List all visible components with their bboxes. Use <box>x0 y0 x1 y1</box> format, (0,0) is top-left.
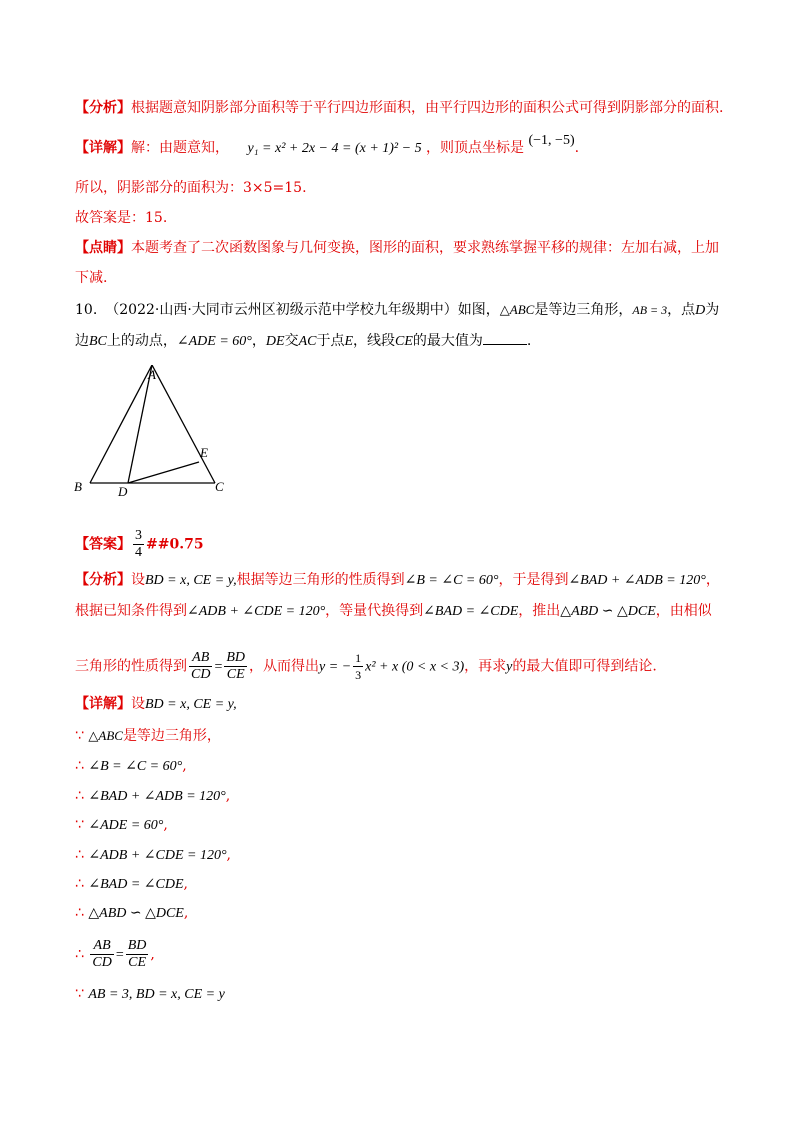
area-line: 所以，阴影部分的面积为：3×5=15. <box>75 180 307 196</box>
s4-comma: , <box>163 817 168 833</box>
step-2 <box>75 756 187 777</box>
s8-ce: CE <box>128 955 147 970</box>
a4-eq-pre: y = − <box>319 659 352 675</box>
q-text-7: 交 <box>284 333 299 349</box>
step-1 <box>75 726 221 746</box>
s7-eq: △ABD ∽ △DCE <box>88 906 184 921</box>
comment-line-2: 下减. <box>75 270 108 286</box>
detail-formula: y₁ = x² + 2x − 4 = (x + 1)² − 5 <box>247 141 422 156</box>
a4-eq-num: 1 <box>355 651 362 665</box>
step-6 <box>75 874 188 895</box>
q-text-1: 是等边三角形， <box>534 302 633 318</box>
s8-frac-ab-cd <box>90 938 113 971</box>
answer-denominator: 4 <box>135 545 142 560</box>
ab-equals: AB = 3 <box>632 303 668 317</box>
label-c: C <box>215 479 224 494</box>
side-ac <box>152 365 215 483</box>
label-e: E <box>200 445 208 460</box>
answer-line: 故答案是：15. <box>75 210 168 226</box>
q-text-5: 上的动点， <box>106 333 177 349</box>
a2-bdx: BD = x, CE = y, <box>145 573 237 588</box>
a4-eq-frac <box>353 650 363 683</box>
answer-row <box>75 528 204 561</box>
because-symbol: ∵ <box>75 986 84 1002</box>
segment-ce: CE <box>395 334 413 349</box>
a4-t4: 的最大值即可得到结论. <box>512 658 657 675</box>
label-b: B <box>74 479 82 494</box>
segment-ad <box>128 365 152 483</box>
a3-t3: ，推出 <box>518 603 561 619</box>
s1-text: 是等边三角形， <box>122 728 221 744</box>
s3-comma: , <box>225 788 231 804</box>
step-8 <box>75 938 155 971</box>
d-bdx: BD = x, CE = y, <box>145 697 237 712</box>
q-text-8: 于点 <box>316 333 345 349</box>
step-4 <box>75 815 168 836</box>
label-a: A <box>148 367 156 382</box>
s7-comma: , <box>183 905 189 921</box>
a4-eq-den: 3 <box>355 668 362 682</box>
question-source: （2022·山西·大同市云州区初级示范中学校九年级期中）如图， <box>105 302 500 318</box>
s6-comma: , <box>183 876 188 892</box>
a4-t3: ，再求 <box>464 658 507 675</box>
answer-numerator: 3 <box>135 528 142 543</box>
therefore-symbol: ∴ <box>75 946 84 963</box>
analysis2-line-3: 三角形的性质得到 $\frac{AB}{CD}$ = $\frac{BD}{CE}$ ，从而得出y = − $\frac{1}{3}$ x² + x (0 < x < 3)，再求y的最大值即可得到结论. <box>75 650 657 682</box>
question-10-line-1 <box>75 300 719 321</box>
step-5 <box>75 845 231 866</box>
a3-eq3: △ABD ∽ △DCE <box>560 604 656 619</box>
s1-tri: △ABC <box>88 728 123 743</box>
s8-comma: , <box>150 946 155 963</box>
frac-bd: BD <box>226 650 246 665</box>
therefore-symbol: ∴ <box>75 758 84 774</box>
a4-t2: ，从而得出 <box>249 658 320 675</box>
s2-comma: , <box>182 758 187 774</box>
segment-de: DE <box>265 334 285 349</box>
s5-eq: ∠ADB + ∠CDE = 120° <box>88 848 227 863</box>
analysis-line <box>75 98 723 118</box>
s5-comma: , <box>226 847 231 863</box>
a2-eq2: ∠BAD + ∠ADB = 120° <box>568 573 706 588</box>
a3-t1: 根据已知条件得到 <box>75 603 187 619</box>
d-set: 设 <box>131 696 145 712</box>
question-number: 10. <box>75 302 98 318</box>
s8-eq: = <box>115 947 124 963</box>
a2-t1: 根据等边三角形的性质得到 <box>236 572 405 588</box>
because-symbol: ∵ <box>75 817 84 833</box>
analysis2-line-2 <box>75 601 712 622</box>
frac-cd: CD <box>191 667 211 682</box>
triangle-figure <box>72 365 242 500</box>
q-text-4: 边 <box>75 333 89 349</box>
s8-ab: AB <box>90 938 113 955</box>
analysis2-label: 【分析】 <box>75 572 131 588</box>
answer-blank <box>483 330 527 345</box>
a3-t4: ，由相似 <box>655 603 712 619</box>
s3-eq: ∠BAD + ∠ADB = 120° <box>88 789 226 804</box>
detail-line <box>75 133 580 159</box>
analysis-label: 【分析】 <box>75 100 131 116</box>
because-symbol: ∵ <box>75 728 84 744</box>
a2-set: 设 <box>131 572 145 588</box>
s8-cd: CD <box>92 955 112 970</box>
s8-bd: BD <box>127 938 147 953</box>
therefore-symbol: ∴ <box>75 788 84 804</box>
q-text-end: . <box>526 333 532 349</box>
a2-eq1: ∠B = ∠C = 60° <box>404 573 499 588</box>
analysis2-line-1 <box>75 570 720 591</box>
q-text-10: 的最大值为 <box>412 333 483 349</box>
s4-eq: ∠ADE = 60° <box>88 818 164 833</box>
detail-label: 【详解】 <box>75 140 131 156</box>
frac-bd-ce <box>224 650 247 683</box>
a4-y: y <box>506 659 513 675</box>
a2-t2: ，于是得到 <box>498 572 569 588</box>
s2-eq: ∠B = ∠C = 60° <box>88 759 183 774</box>
segment-de-line <box>128 462 199 483</box>
triangle-abc: △ABC <box>499 302 535 317</box>
point-e: E <box>344 334 354 349</box>
a3-eq1: ∠ADB + ∠CDE = 120° <box>187 604 326 619</box>
comment-line-1 <box>75 238 719 258</box>
frac-ce: CE <box>226 667 245 682</box>
side-ab <box>90 365 152 483</box>
angle-ade: ∠ADE = 60° <box>176 334 252 349</box>
segment-ac: AC <box>298 334 317 349</box>
s8-frac-bd-ce <box>126 938 149 971</box>
detail-prefix: 解：由题意知， <box>131 140 229 156</box>
a4-t1: 三角形的性质得到 <box>75 658 187 675</box>
q-text-2: ，点 <box>667 302 696 318</box>
label-d: D <box>118 484 128 499</box>
frac-ab: AB <box>189 650 212 667</box>
a2-t3: ， <box>705 572 720 588</box>
a3-t2: ，等量代换得到 <box>325 603 424 619</box>
point-d: D <box>695 303 706 318</box>
comment-text: 本题考查了二次函数图象与几何变换，图形的面积，要求熟练掌握平移的规律：左加右减，上加 <box>131 240 719 256</box>
analysis-text: 根据题意知阴影部分面积等于平行四边形面积，由平行四边形的面积公式可得到阴影部分的面积. <box>131 100 724 116</box>
answer-fraction <box>133 528 144 561</box>
detail2-label: 【详解】 <box>75 696 131 712</box>
q-text-9: ，线段 <box>353 333 396 349</box>
step-9 <box>75 984 225 1005</box>
answer-label: 【答案】 <box>75 536 131 553</box>
s6-eq: ∠BAD = ∠CDE <box>88 877 184 892</box>
step-3 <box>75 786 230 807</box>
s9-eq: AB = 3, BD = x, CE = y <box>88 987 225 1002</box>
a3-eq2: ∠BAD = ∠CDE <box>423 604 519 619</box>
q-text-3: 为 <box>705 302 720 318</box>
segment-bc: BC <box>89 334 107 349</box>
frac-ab-cd <box>189 650 212 683</box>
question-10-line-2 <box>75 330 531 352</box>
detail2-line <box>75 694 237 715</box>
comment-label: 【点睛】 <box>75 240 131 256</box>
therefore-symbol: ∴ <box>75 876 84 892</box>
a4-eq-post: x² + x (0 < x < 3) <box>365 659 465 675</box>
therefore-symbol: ∴ <box>75 847 84 863</box>
detail-mid: ，则顶点坐标是 <box>426 140 525 156</box>
vertex-coords: (−1, −5) <box>528 133 575 148</box>
step-7 <box>75 903 188 924</box>
detail-end: . <box>574 140 580 156</box>
q-text-6: ， <box>251 333 266 349</box>
answer-alt: ##0.75 <box>146 536 204 553</box>
therefore-symbol: ∴ <box>75 905 84 921</box>
